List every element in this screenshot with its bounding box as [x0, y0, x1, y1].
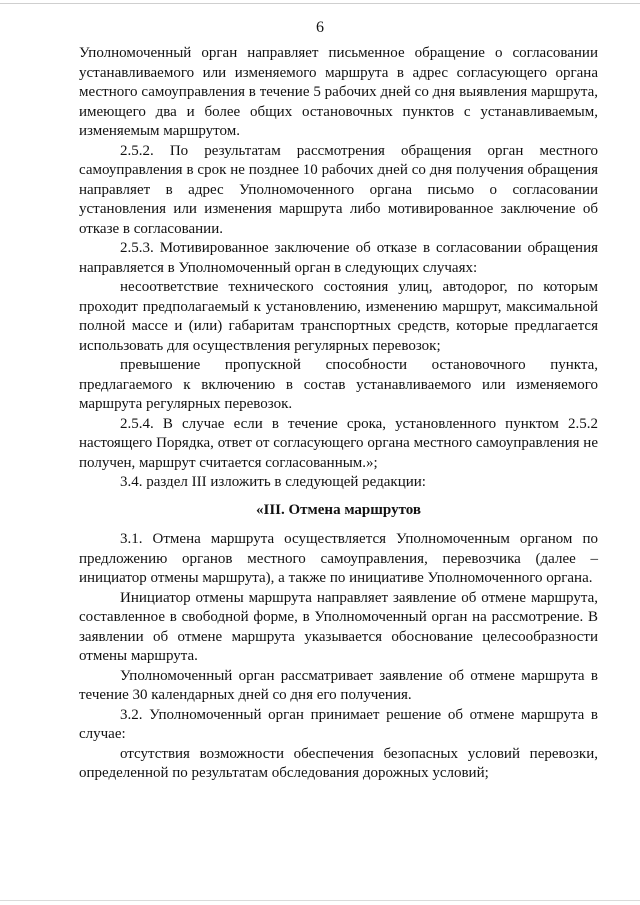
- paragraph-review-period: Уполномоченный орган рассматривает заявление об отмене маршрута в течение 30 календарных дней со дня его получения.: [79, 667, 598, 703]
- page-number: 6: [316, 19, 324, 36]
- paragraph-3-2: 3.2. Уполномоченный орган принимает решение об отмене маршрута в случае:: [79, 706, 598, 742]
- paragraph-notification-procedure: Уполномоченный орган направляет письменное обращение о согласовании устанавливаемого или изменяемого маршрута в адрес согласующего органа местного самоуправления в течение 5 рабочих дней со дня выявления маршрута, имеющего два и более общих остановочных пунктов с устанавливаемым, изменяемым маршрутом.: [79, 45, 598, 139]
- paragraph-2-5-2: 2.5.2. По результатам рассмотрения обращения орган местного самоуправления в срок не позднее 10 рабочих дней со дня получения обращения направляет в адрес Уполномоченного органа письмо о согласовании установления или изменения маршрута либо мотивированное заключение об отказе в согласовании.: [79, 142, 598, 237]
- list-item-stop-capacity: превышение пропускной способности остановочного пункта, предлагаемого к включению в состав устанавливаемого или изменяемого маршрута регулярных перевозок.: [79, 357, 598, 412]
- list-item-road-condition: несоответствие технического состояния улиц, автодорог, по которым проходит предполагаемый к установлению, изменению маршрут, максимальной полной массе и (или) габаритам транспортных средств, которые предлагается использовать для осуществления регулярных перевозок;: [79, 279, 598, 354]
- list-item-safety-conditions: отсутствия возможности обеспечения безопасных условий перевозки, определенной по результатам обследования дорожных условий;: [79, 745, 598, 781]
- paragraph-2-5-3: 2.5.3. Мотивированное заключение об отказе в согласовании обращения направляется в Уполномоченный орган в следующих случаях:: [79, 240, 598, 276]
- paragraph-2-5-4: 2.5.4. В случае если в течение срока, установленного пунктом 2.5.2 настоящего Порядка, ответ от согласующего органа местного самоуправления не получен, маршрут считается согласованным.»;: [79, 415, 598, 471]
- paragraph-initiator-application: Инициатор отмены маршрута направляет заявление об отмене маршрута, составленное в свободной форме, в Уполномоченный орган на рассмотрение. В заявлении об отмене маршрута указывается обоснование целесообразности отмены маршрута.: [79, 589, 598, 664]
- paragraph-3-1: 3.1. Отмена маршрута осуществляется Уполномоченным органом по предложению органов местного самоуправления, перевозчика (далее – инициатор отмены маршрута), а также по инициативе Уполномоченного органа.: [79, 531, 598, 586]
- paragraph-3-4: 3.4. раздел III изложить в следующей редакции:: [120, 474, 426, 490]
- scan-top-edge: [0, 3, 640, 4]
- scan-bottom-edge: [0, 900, 640, 901]
- section-heading: «III. Отмена маршрутов: [256, 501, 421, 518]
- document-body: [79, 44, 598, 784]
